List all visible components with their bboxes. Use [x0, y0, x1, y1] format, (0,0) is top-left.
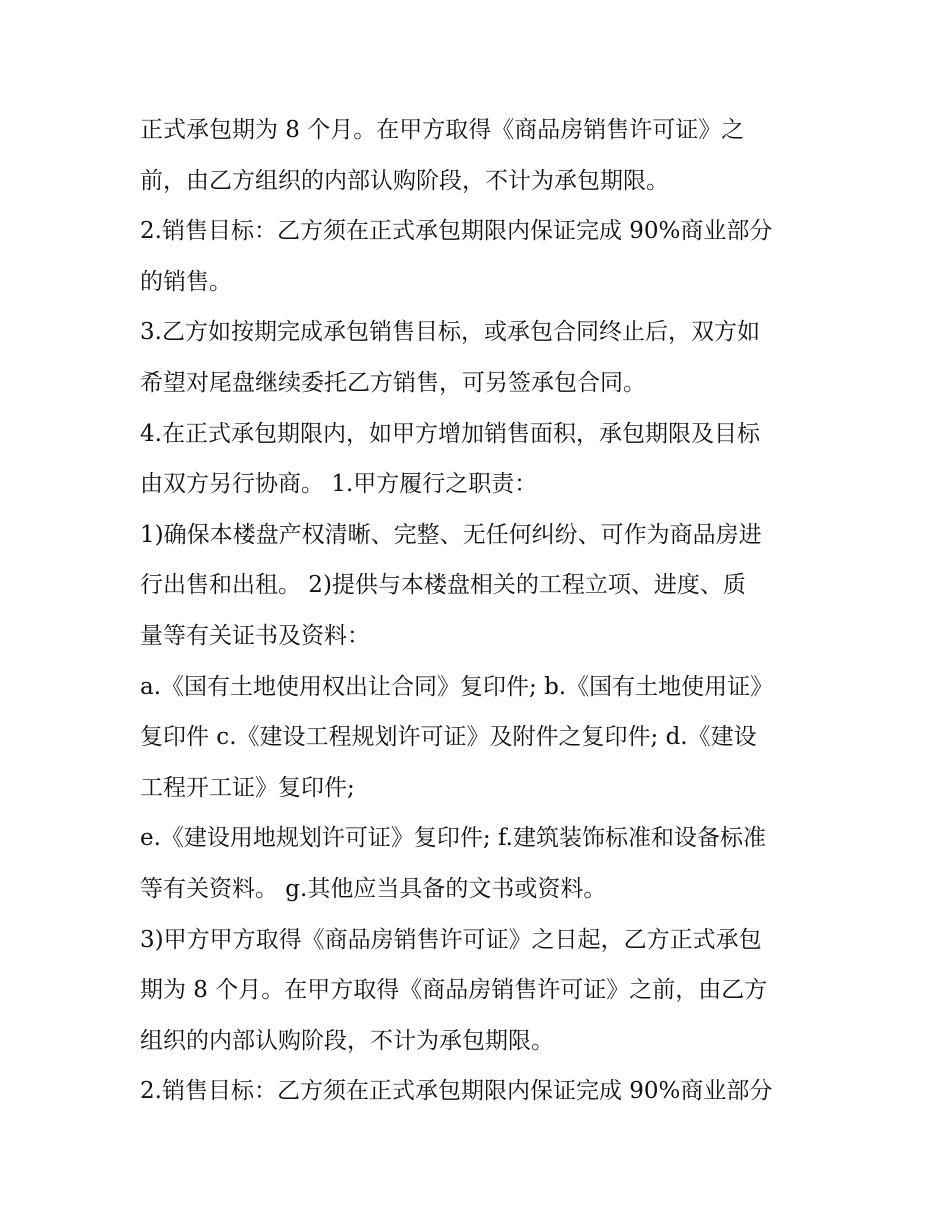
text-line: 4.在正式承包期限内，如甲方增加销售面积，承包期限及目标	[140, 420, 760, 447]
text-line: 期为 8 个月。在甲方取得《商品房销售许可证》之前，由乙方	[140, 977, 768, 1004]
text-line: 正式承包期为 8 个月。在甲方取得《商品房销售许可证》之	[140, 117, 745, 143]
text-line: 行出售和出租。 2)提供与本楼盘相关的工程立项、进度、质	[140, 572, 746, 599]
text-line: 2.销售目标：乙方须在正式承包期限内保证完成 90%商业部分	[140, 218, 773, 245]
text-line: 由双方另行协商。 1.甲方履行之职责：	[140, 471, 538, 498]
document-body	[140, 105, 830, 1117]
text-line: 3)甲方甲方取得《商品房销售许可证》之日起，乙方正式承包	[140, 926, 762, 953]
text-line: 的销售。	[140, 268, 232, 295]
text-line: a.《国有土地使用权出让合同》复印件; b.《国有土地使用证》	[140, 673, 774, 700]
text-line: e.《建设用地规划许可证》复印件; f.建筑装饰标准和设备标准	[140, 825, 766, 852]
text-line: 组织的内部认购阶段，不计为承包期限。	[140, 1027, 554, 1054]
text-line: 量等有关证书及资料：	[140, 622, 370, 649]
text-line: 复印件 c.《建设工程规划许可证》及附件之复印件; d.《建设	[140, 724, 757, 751]
text-line: 1)确保本楼盘产权清晰、完整、无任何纠纷、可作为商品房进	[140, 521, 762, 548]
text-line: 前，由乙方组织的内部认购阶段，不计为承包期限。	[140, 167, 669, 194]
text-line: 等有关资料。 g.其他应当具备的文书或资料。	[140, 875, 607, 902]
text-line: 工程开工证》复印件;	[140, 774, 355, 801]
text-line: 2.销售目标：乙方须在正式承包期限内保证完成 90%商业部分	[140, 1078, 773, 1105]
text-line: 希望对尾盘继续委托乙方销售，可另签承包合同。	[140, 369, 646, 396]
text-line: 3.乙方如按期完成承包销售目标，或承包合同终止后，双方如	[140, 319, 760, 346]
